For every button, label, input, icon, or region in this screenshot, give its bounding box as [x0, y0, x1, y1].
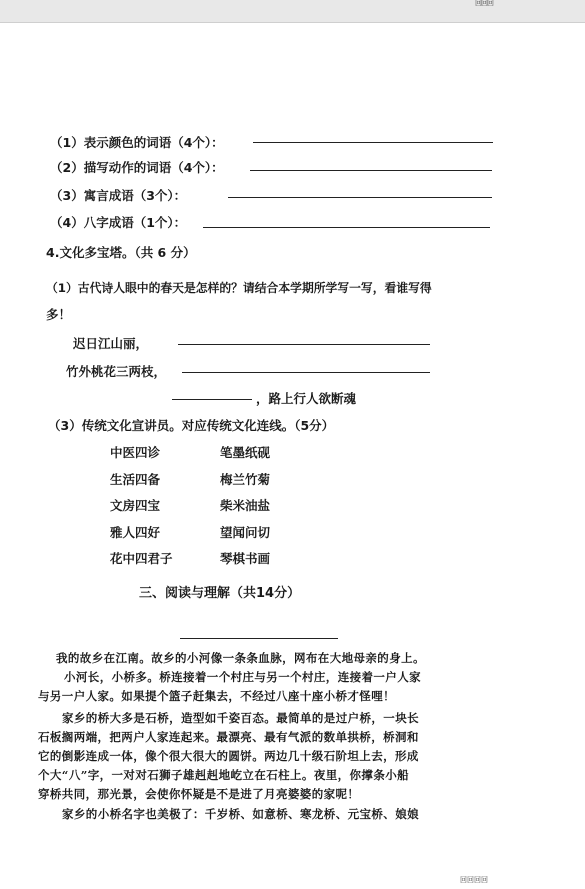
- match-left-3[interactable]: 文房四宝: [110, 498, 161, 513]
- q3-item-3: （3）寓言成语（3个）：: [50, 188, 187, 203]
- answer-blank-3[interactable]: [228, 197, 492, 198]
- poem-blank-3[interactable]: [172, 399, 252, 400]
- footer-code: 回回回回: [460, 876, 488, 884]
- passage-line-6: 它的倒影连成一体，像个很大很大的圆饼。两边几十级石阶坦上去，形成: [38, 749, 419, 763]
- answer-blank-4[interactable]: [203, 227, 490, 228]
- poem-line-1: 迟日江山丽，: [73, 336, 149, 351]
- passage-line-1: 我的故乡在江南。故乡的小河像一条条血脉，网布在大地母亲的身上。: [56, 651, 425, 665]
- q4-sub1-line1: （1）古代诗人眼中的春天是怎样的？请结合本学期所学写一写，看谁写得: [46, 281, 432, 295]
- poem-blank-2[interactable]: [182, 372, 430, 373]
- answer-blank-1[interactable]: [253, 142, 493, 143]
- q4-title: 4.文化多宝塔。（共 6 分）: [46, 245, 196, 260]
- poem-line-2: 竹外桃花三两枝，: [66, 364, 167, 379]
- passage-line-9: 家乡的小桥名字也美极了：千岁桥、如意桥、寒龙桥、元宝桥、娘娘: [62, 807, 419, 821]
- q4-sub1-line2: 多！: [46, 307, 72, 322]
- passage-line-4: 家乡的桥大多是石桥，造型如千姿百态。最简单的是过户桥，一块长: [62, 711, 419, 725]
- match-right-4[interactable]: 望闻问切: [220, 525, 271, 540]
- q3-item-4: （4）八字成语（1个）：: [50, 215, 187, 230]
- passage-line-7: 个大“八”字，一对对石狮子雄赳赳地屹立在石柱上。夜里，你撑条小船: [38, 768, 410, 782]
- poem-line-3: ，路上行人欲断魂: [256, 391, 357, 406]
- passage-line-8: 穿桥共同，那光景，会使你怀疑是不是进了月亮婆婆的家呢！: [38, 787, 360, 801]
- passage-line-3: 与另一户人家。如果提个篮子赶集去，不经过八座十座小桥才怪哩！: [38, 689, 395, 703]
- match-left-5[interactable]: 花中四君子: [110, 551, 173, 566]
- match-right-2[interactable]: 梅兰竹菊: [220, 472, 271, 487]
- top-bar: [0, 0, 585, 23]
- q4-sub3: （3）传统文化宣讲员。对应传统文化连线。（5分）: [48, 418, 335, 433]
- section-title: 三、阅读与理解（共14分）: [139, 586, 301, 601]
- match-left-2[interactable]: 生活四备: [110, 472, 161, 487]
- q3-item-1: （1）表示颜色的词语（4个）：: [50, 135, 224, 150]
- passage-title-blank[interactable]: [180, 638, 338, 639]
- answer-blank-2[interactable]: [250, 170, 492, 171]
- passage-line-5: 石板搁两端，把两户人家连起来。最漂亮、最有气派的数单拱桥，桥洞和: [38, 730, 419, 744]
- match-right-5[interactable]: 琴棋书画: [220, 551, 271, 566]
- match-right-1[interactable]: 笔墨纸砚: [220, 445, 271, 460]
- match-left-4[interactable]: 雅人四好: [110, 525, 161, 540]
- header-code: 回回回: [475, 0, 493, 7]
- match-left-1[interactable]: 中医四诊: [110, 445, 161, 460]
- match-right-3[interactable]: 柴米油盐: [220, 498, 271, 513]
- poem-blank-1[interactable]: [178, 344, 430, 345]
- q3-item-2: （2）描写动作的词语（4个）：: [50, 160, 224, 175]
- passage-line-2: 小河长，小桥多。桥连接着一个村庄与另一个村庄，连接着一户人家: [64, 670, 421, 684]
